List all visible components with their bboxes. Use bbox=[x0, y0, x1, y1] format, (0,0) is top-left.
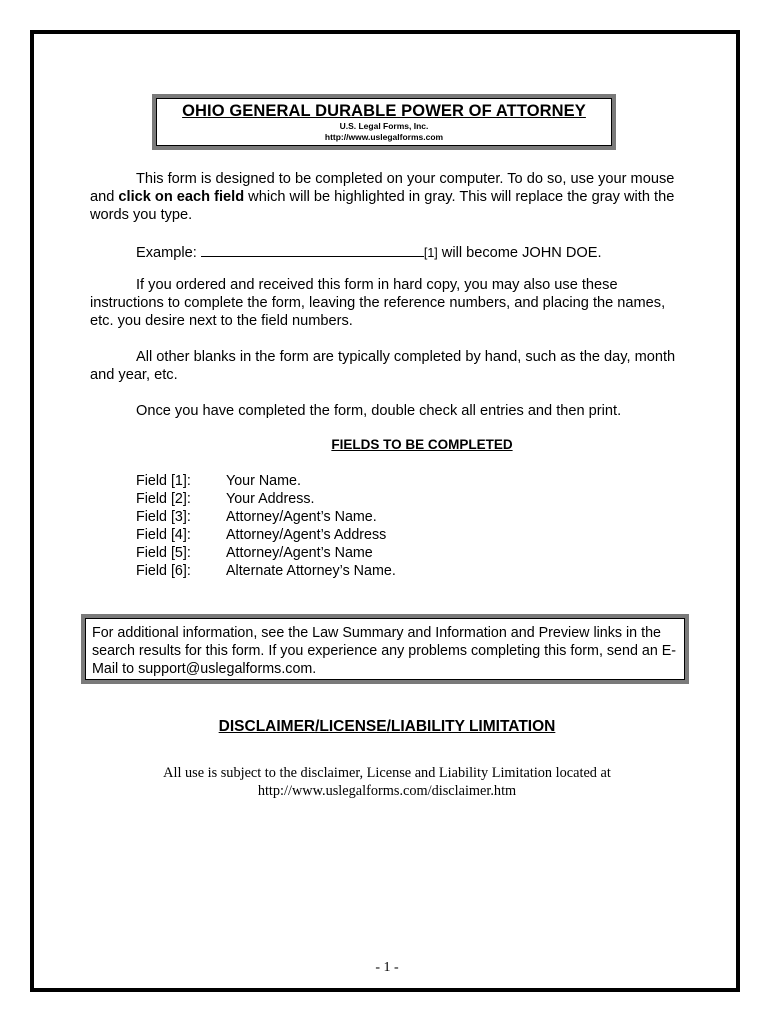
info-box bbox=[81, 614, 689, 684]
field-description: Alternate Attorney’s Name. bbox=[226, 563, 396, 579]
field-label: Field [4]: bbox=[136, 527, 191, 543]
disclaimer-url: http://www.uslegalforms.com/disclaimer.htm bbox=[257, 783, 517, 799]
page-number: - 1 - bbox=[375, 960, 399, 975]
publisher-name: U.S. Legal Forms, Inc. bbox=[339, 121, 429, 131]
info-box-text: For additional information, see the Law Summary and Information and Preview links in the search results for this form. If you experience any problems completing this form, send an E-Mail to support@uslegalforms.com. bbox=[85, 618, 685, 680]
example-label: Example: bbox=[136, 245, 197, 261]
field-description: Attorney/Agent’s Name. bbox=[226, 509, 377, 525]
disclaimer-text bbox=[0, 764, 770, 800]
field-description: Attorney/Agent’s Name bbox=[226, 545, 373, 561]
example-ref-number: [1] bbox=[423, 246, 438, 260]
instructions-p1-start: This form is designed to be completed on your computer. To do so, use your mouse and bbox=[90, 171, 675, 205]
example-blank-field[interactable] bbox=[201, 242, 424, 257]
field-label: Field [6]: bbox=[136, 563, 191, 579]
field-row bbox=[136, 472, 396, 490]
field-row bbox=[136, 544, 396, 562]
example-result: will become JOHN DOE. bbox=[437, 245, 602, 261]
title-box-inner bbox=[156, 98, 612, 146]
disclaimer-heading: DISCLAIMER/LICENSE/LIABILITY LIMITATION bbox=[218, 718, 556, 735]
field-description: Your Address. bbox=[226, 491, 315, 507]
publisher-url: http://www.uslegalforms.com bbox=[324, 132, 444, 142]
field-row bbox=[136, 526, 396, 544]
example-line bbox=[136, 242, 726, 262]
field-description: Attorney/Agent’s Address bbox=[226, 527, 387, 543]
instructions-paragraph-1 bbox=[90, 170, 680, 224]
field-row bbox=[136, 562, 396, 580]
title-box bbox=[152, 94, 616, 150]
field-label: Field [3]: bbox=[136, 509, 191, 525]
field-row bbox=[136, 508, 396, 526]
instructions-paragraph-3: All other blanks in the form are typically completed by hand, such as the day, month and year, etc. bbox=[90, 349, 676, 383]
disclaimer-line-1: All use is subject to the disclaimer, License and Liability Limitation located at bbox=[163, 765, 611, 781]
instructions-paragraph-2: If you ordered and received this form in hard copy, you may also use these instructions to complete the form, leaving the reference numbers, and placing the names, etc. you desire next to the field numbers. bbox=[90, 277, 666, 329]
fields-heading: FIELDS TO BE COMPLETED bbox=[331, 437, 513, 452]
field-label: Field [2]: bbox=[136, 491, 191, 507]
instructions-p1-end: which will be highlighted in gray. This will replace the gray with the words you type. bbox=[90, 189, 675, 223]
instructions-paragraph-4: Once you have completed the form, double check all entries and then print. bbox=[136, 403, 622, 419]
field-label: Field [5]: bbox=[136, 545, 191, 561]
field-label: Field [1]: bbox=[136, 473, 191, 489]
document-title: OHIO GENERAL DURABLE POWER OF ATTORNEY bbox=[182, 102, 586, 120]
field-row bbox=[136, 490, 396, 508]
instructions-p1-bold: click on each field bbox=[118, 189, 245, 205]
fields-list bbox=[136, 472, 396, 580]
field-description: Your Name. bbox=[226, 473, 301, 489]
